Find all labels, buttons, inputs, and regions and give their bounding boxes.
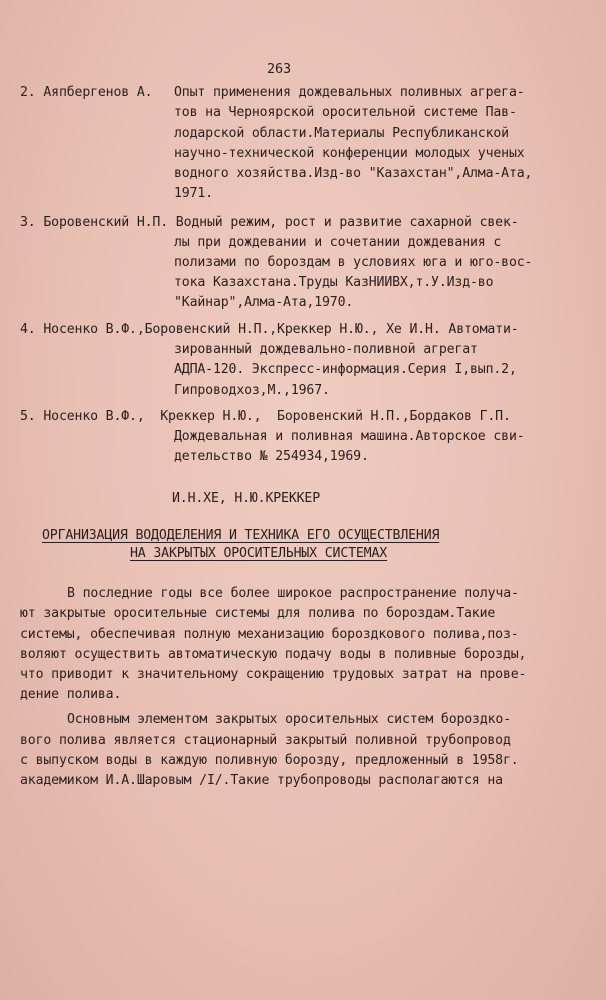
body-line: В последние годы все более широкое распространение получа- — [67, 586, 519, 601]
body-line: дение полива. — [20, 687, 122, 702]
body-line: вого полива является стационарный закрытый поливной трубопровод — [20, 733, 511, 748]
reference-5-line: детельство № 254934,1969. — [174, 449, 369, 464]
body-line: академиком И.А.Шаровым /I/.Такие трубопроводы располагаются на — [20, 773, 503, 788]
reference-4-line: Гипроводхоз,М.,1967. — [174, 383, 330, 398]
reference-3-line: 3. Боровенский Н.П. Водный режим, рост и развитие сахарной свек- — [20, 215, 519, 230]
reference-2-line: лодарской области.Материалы Республиканской — [174, 126, 509, 141]
reference-4-line: 4. Носенко В.Ф.,Боровенский Н.П.,Креккер Н.Ю., Хе И.Н. Автомати- — [20, 322, 519, 337]
reference-5-line: Дождевальная и поливная машина.Авторское сви- — [174, 429, 525, 444]
reference-3-line: лы при дождевании и сочетании дождевания с — [174, 235, 502, 250]
reference-3-line: "Кайнар",Алма-Ата,1970. — [174, 295, 354, 310]
body-line: что приводит к значительному сокращению трудовых затрат на прове- — [20, 667, 527, 682]
reference-4-line: зированный дождевально-поливной агрегат — [174, 342, 478, 357]
reference-2-line: 1971. — [174, 186, 213, 201]
reference-3-line: полизами по бороздам в условиях юга и юго-вос- — [174, 255, 533, 270]
body-line: Основным элементом закрытых оросительных систем бороздко- — [67, 712, 512, 727]
reference-5-line: 5. Носенко В.Ф., Креккер Н.Ю., Боровенский Н.П.,Бордаков Г.П. — [20, 409, 511, 424]
body-line: ют закрытые оросительные системы для полива по бороздам.Такие — [20, 606, 496, 621]
reference-2-line: водного хозяйства.Изд-во "Казахстан",Алма-Ата, — [174, 166, 533, 181]
reference-2-line: тов на Черноярской оросительной системе Пав- — [174, 105, 517, 120]
reference-4-line: АДПА-120. Экспресс-информация.Серия I,вып.2, — [174, 362, 517, 377]
reference-3-line: тока Казахстана.Труды КазНИИВХ,т.У.Изд-во — [174, 275, 494, 290]
article-title-line-1: ОРГАНИЗАЦИЯ ВОДОДЕЛЕНИЯ И ТЕХНИКА ЕГО ОСУЩЕСТВЛЕНИЯ — [42, 528, 440, 543]
page-number: 263 — [267, 61, 291, 77]
article-title-line-2: НА ЗАКРЫТЫХ ОРОСИТЕЛЬНЫХ СИСТЕМАХ — [130, 546, 388, 561]
reference-2-line: Опыт применения дождевальных поливных агрега- — [174, 85, 525, 100]
reference-2-author: 2. Аяпбергенов А. — [20, 85, 153, 100]
body-line: воляют осуществить автоматическую подачу воды в поливные борозды, — [20, 647, 527, 662]
body-line: с выпуском воды в каждую поливную борозду, предложенный в 1958г. — [20, 753, 519, 768]
article-authors: И.Н.ХЕ, Н.Ю.КРЕККЕР — [172, 491, 321, 506]
reference-2-line: научно-технической конференции молодых ученых — [174, 146, 525, 161]
body-line: системы, обеспечивая полную механизацию бороздкового полива,поз- — [20, 627, 519, 642]
